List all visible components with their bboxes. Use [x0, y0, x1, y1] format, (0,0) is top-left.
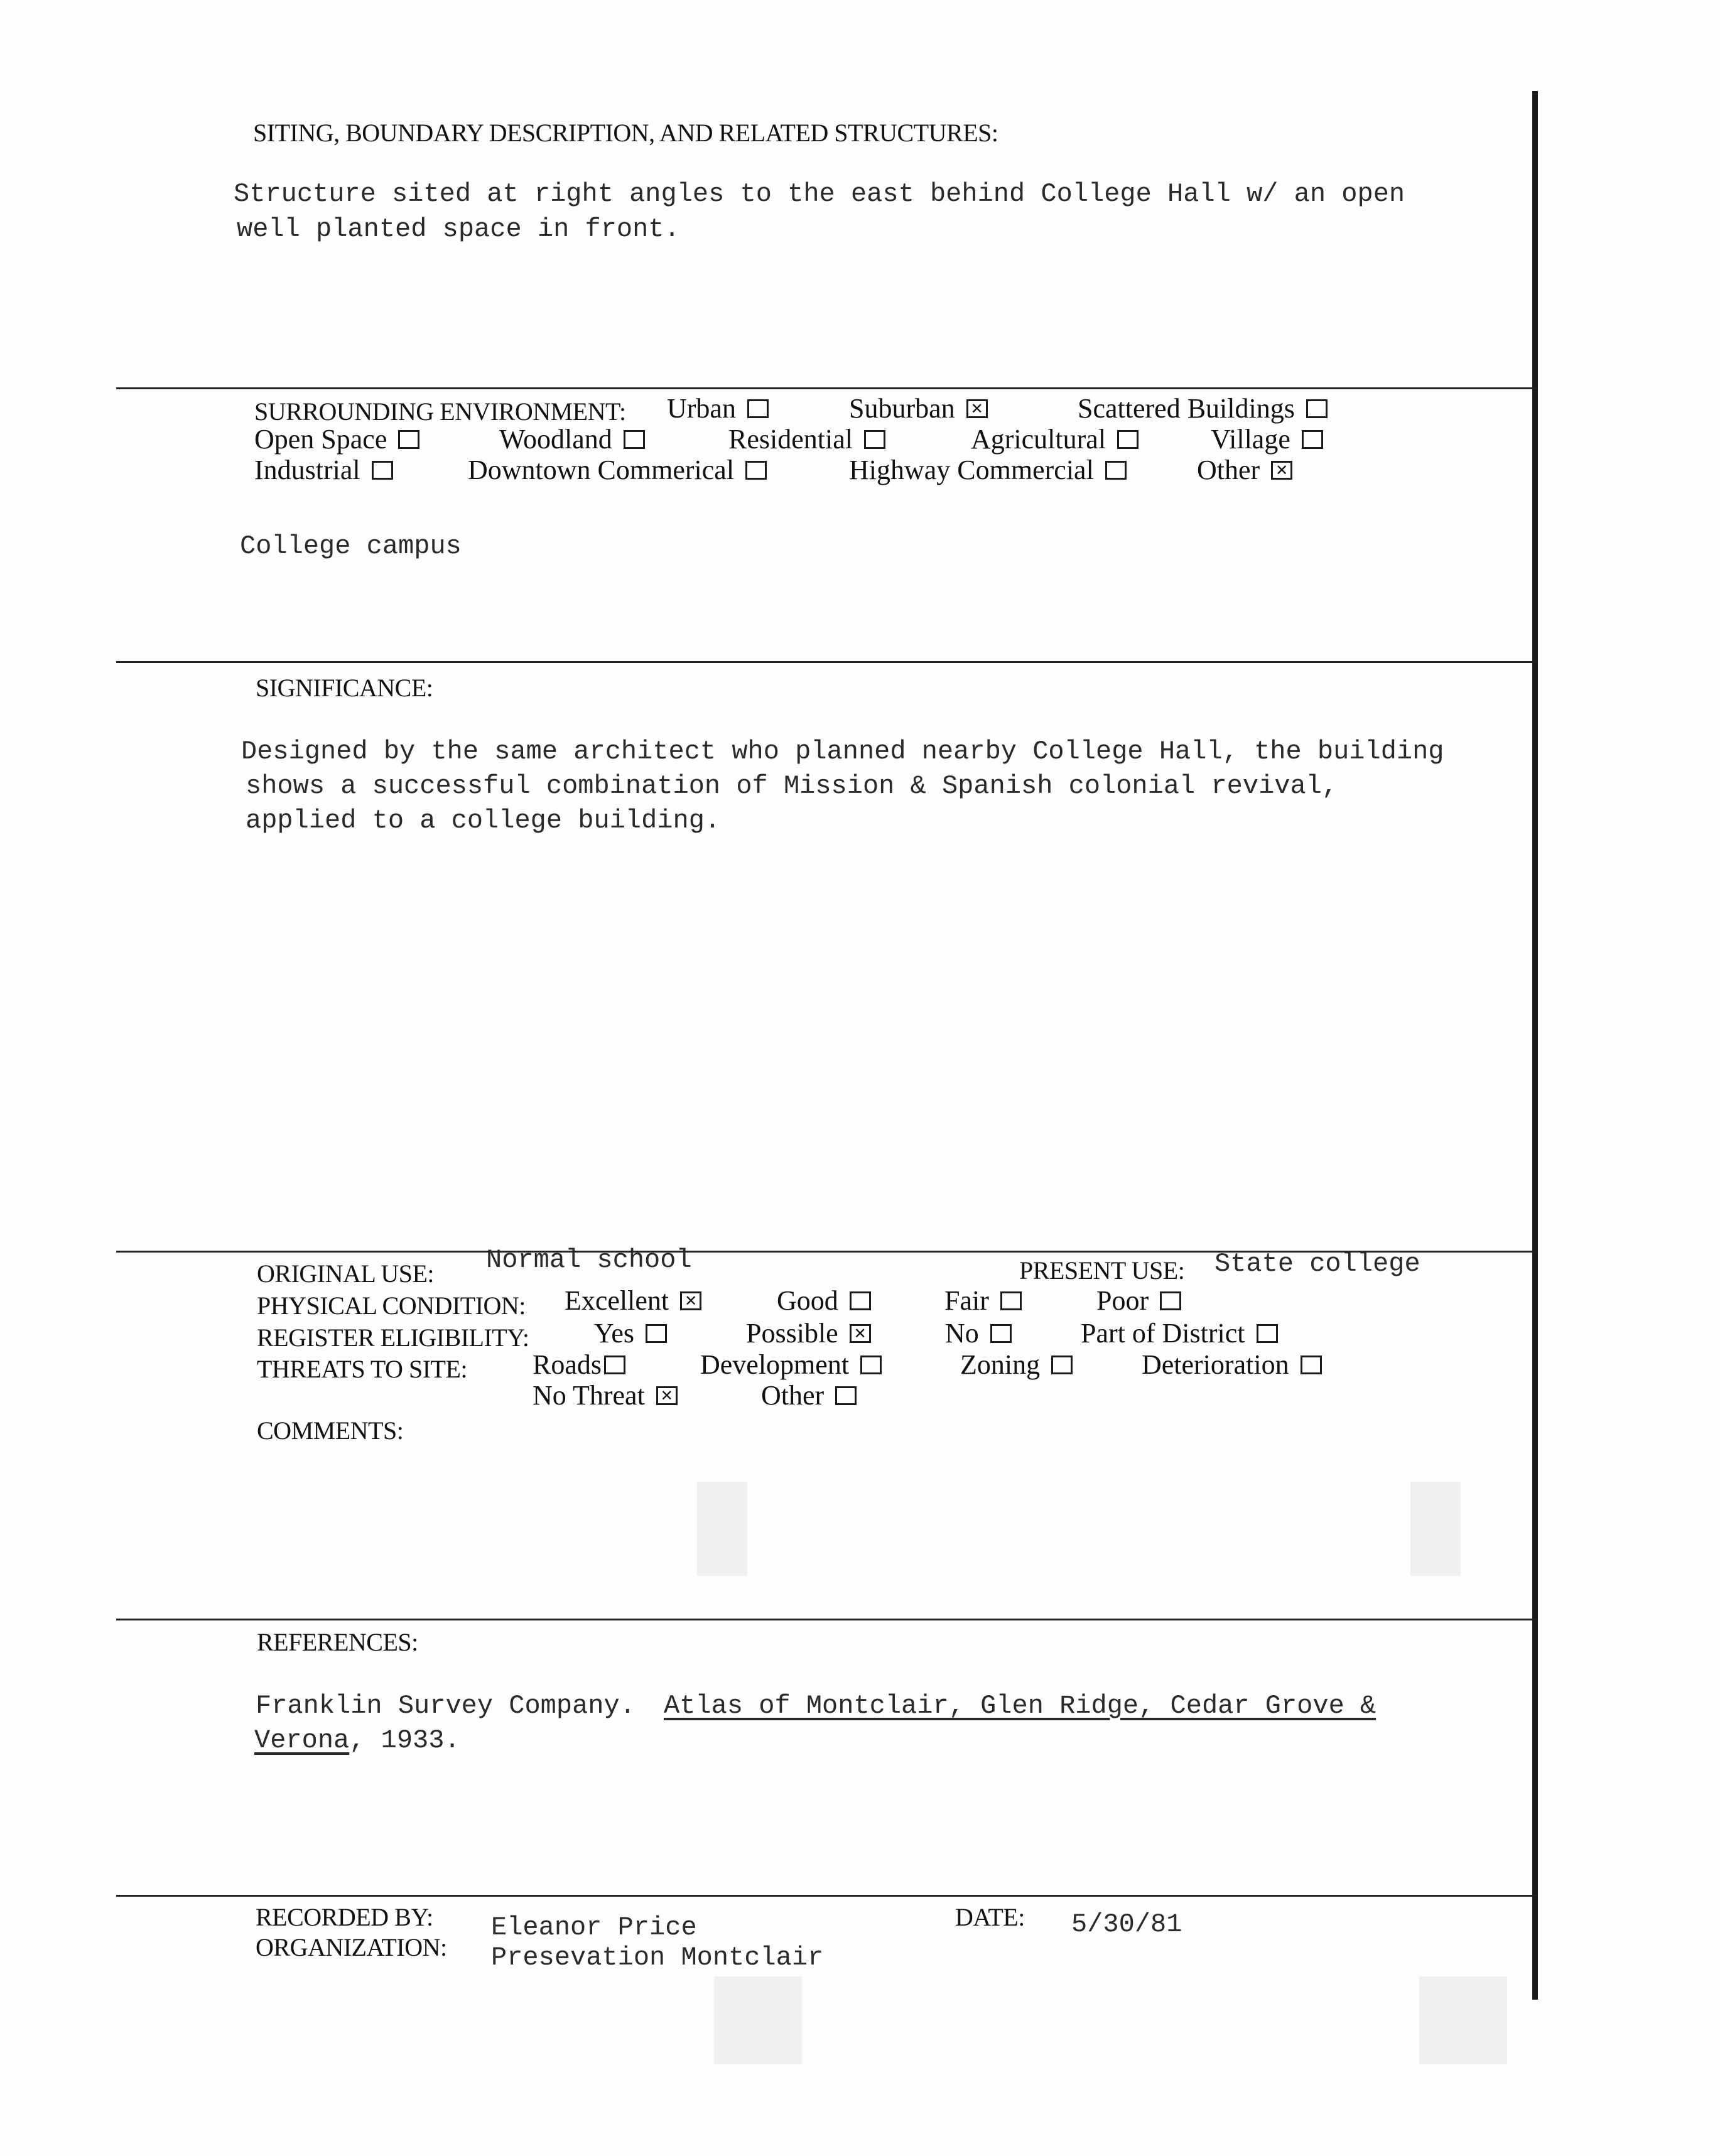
original-use-value: Normal school	[486, 1245, 692, 1275]
checkbox-scattered-buildings[interactable]	[1306, 399, 1328, 418]
eligibility-option-label: Yes	[594, 1318, 635, 1349]
env-option-label: Downtown Commerical	[468, 455, 735, 485]
eligibility-option-district[interactable]	[1081, 1317, 1278, 1349]
env-option-label: Suburban	[849, 393, 955, 424]
reference-year: , 1933.	[349, 1725, 460, 1755]
checkbox-possible[interactable]	[850, 1324, 871, 1343]
present-use-value: State college	[1214, 1249, 1420, 1279]
env-option-industrial[interactable]	[254, 454, 393, 486]
reference-author: Franklin Survey Company.	[256, 1691, 636, 1721]
significance-line2: shows a successful combination of Mission & Spanish colonial revival,	[246, 771, 1338, 801]
eligibility-option-label: Part of District	[1081, 1318, 1245, 1349]
threat-option-label: Deterioration	[1142, 1349, 1289, 1380]
checkbox-good[interactable]	[850, 1291, 871, 1310]
eligibility-option-no[interactable]	[945, 1317, 1012, 1349]
threat-option-zoning[interactable]	[960, 1349, 1073, 1381]
checkbox-part-of-district[interactable]	[1257, 1324, 1278, 1343]
divider-5	[116, 1895, 1537, 1897]
comments-label: COMMENTS:	[257, 1416, 404, 1445]
checkbox-no[interactable]	[990, 1324, 1012, 1343]
checkbox-downtown-commerical[interactable]	[745, 461, 767, 480]
references-label: REFERENCES:	[257, 1628, 418, 1656]
original-use-label: ORIGINAL USE:	[257, 1259, 434, 1288]
significance-line3: applied to a college building.	[246, 806, 721, 836]
scan-smudge	[697, 1482, 747, 1576]
threat-option-deterioration[interactable]	[1142, 1349, 1322, 1381]
eligibility-option-label: Possible	[746, 1318, 838, 1349]
checkbox-woodland[interactable]	[624, 430, 645, 449]
checkbox-env-other[interactable]	[1271, 461, 1292, 480]
condition-option-good[interactable]	[777, 1285, 871, 1317]
recorded-by-value: Eleanor Price	[491, 1912, 697, 1943]
threats-label: THREATS TO SITE:	[257, 1355, 467, 1383]
condition-option-fair[interactable]	[944, 1285, 1022, 1317]
reference-title-line1: Atlas of Montclair, Glen Ridge, Cedar Grove &	[664, 1691, 1377, 1721]
checkbox-urban[interactable]	[747, 399, 769, 418]
divider-1	[116, 387, 1537, 389]
env-option-label: Other	[1197, 455, 1260, 485]
checkbox-residential[interactable]	[864, 430, 885, 449]
condition-option-excellent[interactable]	[565, 1285, 701, 1317]
siting-text-line2: well planted space in front.	[237, 214, 680, 244]
checkbox-poor[interactable]	[1160, 1291, 1181, 1310]
recorded-by-label: RECORDED BY:	[256, 1903, 433, 1931]
env-option-woodland[interactable]	[499, 423, 645, 455]
checkbox-deterioration[interactable]	[1301, 1356, 1322, 1374]
significance-label: SIGNIFICANCE:	[256, 674, 433, 702]
checkbox-excellent[interactable]	[680, 1291, 701, 1310]
organization-label: ORGANIZATION:	[256, 1933, 447, 1961]
condition-label: PHYSICAL CONDITION:	[257, 1291, 526, 1320]
env-option-label: Urban	[667, 393, 736, 424]
checkbox-threat-other[interactable]	[835, 1386, 857, 1405]
env-option-other[interactable]	[1197, 454, 1292, 486]
env-option-suburban[interactable]	[849, 392, 988, 424]
threat-option-label: Development	[700, 1349, 850, 1380]
threat-option-roads[interactable]	[533, 1349, 625, 1381]
checkbox-agricultural[interactable]	[1117, 430, 1139, 449]
checkbox-roads[interactable]	[604, 1356, 625, 1374]
environment-label: SURROUNDING ENVIRONMENT:	[254, 397, 626, 426]
significance-line1: Designed by the same architect who planned nearby College Hall, the building	[241, 736, 1444, 767]
checkbox-highway-commercial[interactable]	[1105, 461, 1127, 480]
env-option-label: Industrial	[254, 455, 360, 485]
environment-note: College campus	[240, 531, 462, 561]
threat-option-label: Roads	[533, 1349, 602, 1380]
checkbox-yes[interactable]	[646, 1324, 667, 1343]
threat-option-other[interactable]	[761, 1379, 857, 1411]
threat-option-development[interactable]	[700, 1349, 882, 1381]
env-option-open-space[interactable]	[254, 423, 419, 455]
checkbox-no-threat[interactable]	[656, 1386, 678, 1405]
env-option-agricultural[interactable]	[971, 423, 1139, 455]
condition-option-poor[interactable]	[1096, 1285, 1181, 1317]
scan-smudge	[1410, 1482, 1461, 1576]
env-option-label: Open Space	[254, 424, 387, 455]
eligibility-option-yes[interactable]	[594, 1317, 667, 1349]
checkbox-development[interactable]	[860, 1356, 882, 1374]
env-option-label: Highway Commercial	[849, 455, 1094, 485]
divider-4	[116, 1619, 1537, 1620]
organization-value: Presevation Montclair	[491, 1943, 824, 1973]
date-label: DATE:	[955, 1903, 1025, 1931]
env-option-urban[interactable]	[667, 392, 769, 424]
checkbox-zoning[interactable]	[1051, 1356, 1073, 1374]
scan-smudge	[1419, 1976, 1507, 2064]
reference-title-line2: Verona	[254, 1725, 350, 1755]
checkbox-village[interactable]	[1302, 430, 1323, 449]
env-option-label: Woodland	[499, 424, 612, 455]
condition-option-label: Poor	[1096, 1285, 1149, 1316]
siting-label: SITING, BOUNDARY DESCRIPTION, AND RELATED STRUCTURES:	[253, 119, 998, 147]
eligibility-option-label: No	[945, 1318, 979, 1349]
threat-option-label: Zoning	[960, 1349, 1041, 1380]
threat-option-no-threat[interactable]	[533, 1379, 678, 1411]
condition-option-label: Fair	[944, 1285, 989, 1316]
env-option-scattered[interactable]	[1078, 392, 1328, 424]
reference-line2	[254, 1723, 460, 1758]
date-value: 5/30/81	[1071, 1909, 1182, 1939]
siting-text-line1: Structure sited at right angles to the east behind College Hall w/ an open	[234, 179, 1405, 209]
scan-smudge	[714, 1976, 802, 2064]
present-use-label: PRESENT USE:	[1019, 1256, 1185, 1285]
env-option-village[interactable]	[1211, 423, 1323, 455]
checkbox-suburban[interactable]	[966, 399, 988, 418]
threat-option-label: No Threat	[533, 1380, 645, 1411]
env-option-label: Agricultural	[971, 424, 1106, 455]
right-border-line	[1532, 91, 1538, 2000]
checkbox-fair[interactable]	[1000, 1291, 1022, 1310]
condition-option-label: Good	[777, 1285, 838, 1316]
eligibility-option-possible[interactable]	[746, 1317, 871, 1349]
condition-option-label: Excellent	[565, 1285, 669, 1316]
env-option-label: Scattered Buildings	[1078, 393, 1295, 424]
env-option-label: Village	[1211, 424, 1290, 455]
env-option-downtown[interactable]	[468, 454, 767, 486]
env-option-highway[interactable]	[849, 454, 1127, 486]
eligibility-label: REGISTER ELIGIBILITY:	[257, 1323, 529, 1352]
env-option-residential[interactable]	[728, 423, 885, 455]
checkbox-open-space[interactable]	[398, 430, 419, 449]
checkbox-industrial[interactable]	[372, 461, 393, 480]
divider-2	[116, 661, 1537, 663]
threat-option-label: Other	[761, 1380, 825, 1411]
env-option-label: Residential	[728, 424, 853, 455]
